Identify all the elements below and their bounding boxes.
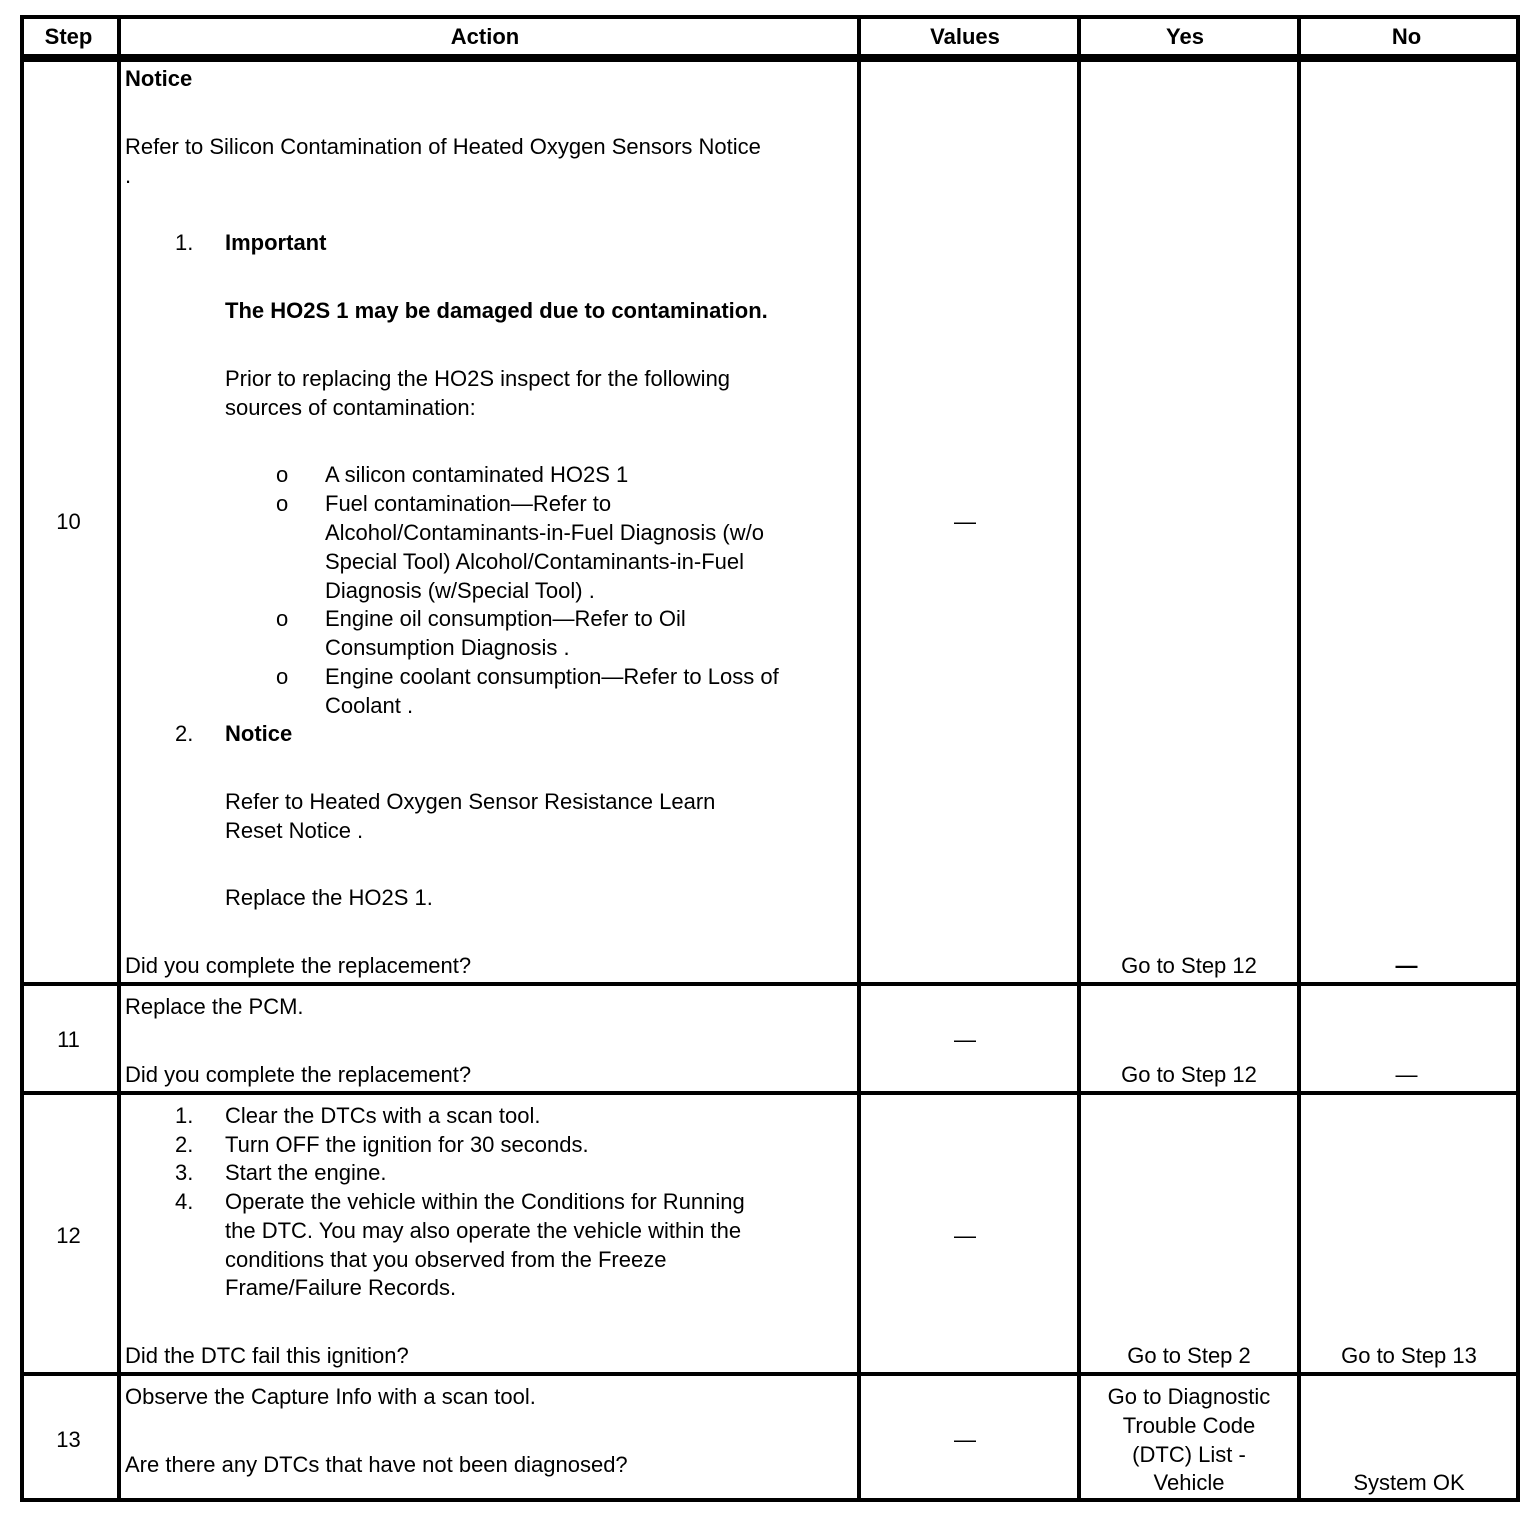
- bullet-text: Consumption Diagnosis .: [325, 635, 570, 660]
- bullet-marker: o: [276, 664, 289, 689]
- yes-cell: Go to Step 2: [1127, 1343, 1251, 1368]
- col-divider: [857, 19, 861, 1498]
- item-text: Start the engine.: [225, 1160, 387, 1185]
- bullet-marker: o: [276, 606, 289, 631]
- list-number: 2.: [175, 721, 194, 746]
- row-divider: [24, 58, 1516, 62]
- item-text: Turn OFF the ignition for 30 seconds.: [225, 1132, 589, 1157]
- yes-cell: Vehicle: [1153, 1470, 1225, 1495]
- step-number: 10: [56, 509, 81, 534]
- question-text: Did the DTC fail this ignition?: [125, 1343, 409, 1368]
- item-text: Operate the vehicle within the Conditions for Running: [225, 1189, 745, 1214]
- item-text: Frame/Failure Records.: [225, 1275, 457, 1300]
- header-step: Step: [44, 24, 93, 49]
- item-text: Reset Notice .: [225, 818, 364, 843]
- question-text: Did you complete the replacement?: [125, 1062, 472, 1087]
- item-text: sources of contamination:: [225, 395, 476, 420]
- col-divider: [117, 19, 121, 1498]
- yes-cell: Go to Step 12: [1121, 1062, 1257, 1087]
- list-number: 1.: [175, 1103, 194, 1128]
- item-text: Prior to replacing the HO2S inspect for the following: [225, 366, 731, 391]
- yes-cell: (DTC) List -: [1132, 1442, 1246, 1467]
- step-number: 13: [56, 1427, 81, 1452]
- header-values: Values: [930, 24, 1000, 49]
- action-text: Observe the Capture Info with a scan tool.: [125, 1384, 536, 1409]
- header-no: No: [1391, 24, 1422, 49]
- item-text: Replace the HO2S 1.: [225, 885, 433, 910]
- values-cell: —: [954, 509, 976, 534]
- header-action: Action: [450, 24, 520, 49]
- no-cell: System OK: [1353, 1470, 1465, 1495]
- list-number: 1.: [175, 230, 194, 255]
- col-divider: [1297, 19, 1301, 1498]
- step-number: 12: [56, 1223, 81, 1248]
- no-cell: —: [1395, 1062, 1418, 1087]
- notice-text: Refer to Silicon Contamination of Heated Oxygen Sensors Notice: [125, 134, 761, 159]
- notice-heading: Notice: [225, 721, 293, 746]
- list-number: 2.: [175, 1132, 194, 1157]
- bullet-marker: o: [276, 462, 289, 487]
- item-text: Refer to Heated Oxygen Sensor Resistance Learn: [225, 789, 716, 814]
- yes-cell: Go to Step 12: [1121, 953, 1257, 978]
- bullet-text: Alcohol/Contaminants-in-Fuel Diagnosis (w/o: [325, 520, 764, 545]
- bullet-text: Special Tool) Alcohol/Contaminants-in-Fuel: [325, 549, 745, 574]
- notice-heading: Notice: [125, 66, 193, 91]
- no-cell: Go to Step 13: [1341, 1343, 1477, 1368]
- bullet-text: Engine oil consumption—Refer to Oil: [325, 606, 686, 631]
- yes-cell: Go to Diagnostic: [1107, 1384, 1271, 1409]
- item-text: Clear the DTCs with a scan tool.: [225, 1103, 541, 1128]
- bullet-marker: o: [276, 491, 289, 516]
- item-text: the DTC. You may also operate the vehicle within the: [225, 1218, 742, 1243]
- important-warning: The HO2S 1 may be damaged due to contamination.: [225, 298, 768, 323]
- bullet-text: Fuel contamination—Refer to: [325, 491, 612, 516]
- no-cell: —: [1395, 953, 1418, 978]
- question-text: Are there any DTCs that have not been diagnosed?: [125, 1452, 628, 1477]
- yes-cell: Trouble Code: [1122, 1413, 1256, 1438]
- item-text: conditions that you observed from the Freeze: [225, 1247, 667, 1272]
- step-number: 11: [57, 1027, 80, 1052]
- col-divider: [1077, 19, 1081, 1498]
- row-divider: [24, 1372, 1516, 1376]
- bullet-text: Diagnosis (w/Special Tool) .: [325, 578, 595, 603]
- values-cell: —: [954, 1027, 976, 1052]
- action-text: Replace the PCM.: [125, 994, 304, 1019]
- bullet-text: Engine coolant consumption—Refer to Loss of: [325, 664, 779, 689]
- row-divider: [24, 1091, 1516, 1095]
- bullet-text: A silicon contaminated HO2S 1: [325, 462, 629, 487]
- important-heading: Important: [225, 230, 327, 255]
- notice-dot: .: [125, 163, 132, 188]
- list-number: 4.: [175, 1189, 194, 1214]
- list-number: 3.: [175, 1160, 194, 1185]
- header-yes: Yes: [1166, 24, 1204, 49]
- row-divider: [24, 982, 1516, 986]
- bullet-text: Coolant .: [325, 693, 414, 718]
- values-cell: —: [954, 1223, 976, 1248]
- values-cell: —: [954, 1427, 976, 1452]
- question-text: Did you complete the replacement?: [125, 953, 472, 978]
